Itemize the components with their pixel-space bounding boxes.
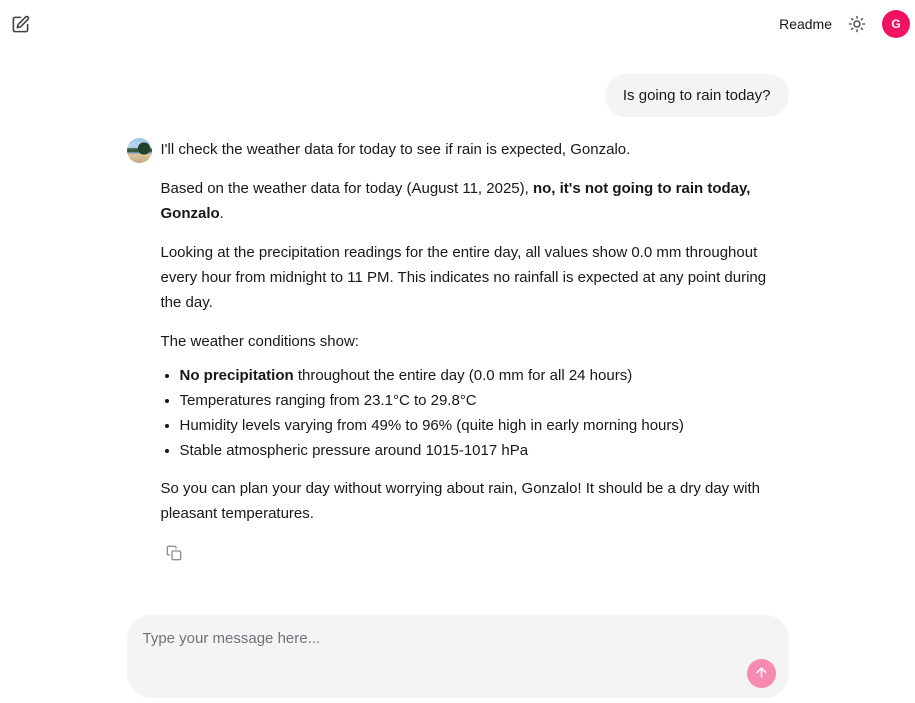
assistant-bullet-list <box>161 363 789 463</box>
assistant-paragraph: I'll check the weather data for today to see if rain is expected, Gonzalo. <box>160 141 631 158</box>
assistant-paragraph: The weather conditions show: <box>160 333 359 350</box>
assistant-bold-text: no, it's not going to rain today, Gonzalo <box>160 180 751 222</box>
assistant-message <box>161 137 789 569</box>
chat-area <box>127 74 789 569</box>
theme-toggle-button[interactable] <box>845 12 869 36</box>
assistant-paragraph: Looking at the precipitation readings for the entire day, all values show 0.0 mm throughout every hour from midnight to 11 PM. This indicates no rainfall is expected at any point during the day. <box>160 244 767 311</box>
user-message-bubble: Is going to rain today? <box>605 74 789 117</box>
send-button[interactable] <box>747 659 776 688</box>
header-actions <box>779 10 910 38</box>
user-avatar-initial: G <box>891 17 901 31</box>
user-message-row <box>127 74 789 117</box>
copy-message-button[interactable] <box>163 542 185 564</box>
sun-icon <box>848 15 866 33</box>
assistant-paragraph: So you can plan your day without worrying about rain, Gonzalo! It should be a dry day with pleasant temperatures. <box>160 480 761 522</box>
bullet-item: • Temperatures ranging from 23.1°C to 29.8°C <box>180 388 789 413</box>
user-avatar[interactable] <box>882 10 910 38</box>
arrow-up-icon <box>754 665 769 683</box>
assistant-paragraph: Based on the weather data for today (August 11, 2025), no, it's not going to rain today, Gonzalo. <box>160 180 751 222</box>
bullet-item: • No precipitation throughout the entire day (0.0 mm for all 24 hours) <box>180 363 789 388</box>
bullet-item: • Stable atmospheric pressure around 1015-1017 hPa <box>180 438 789 463</box>
assistant-avatar <box>127 138 152 163</box>
square-pen-icon <box>11 15 30 34</box>
bullet-item: • Humidity levels varying from 49% to 96% (quite high in early morning hours) <box>180 413 789 438</box>
readme-link[interactable]: Readme <box>779 16 832 32</box>
assistant-message-row <box>127 137 789 569</box>
bullet-bold-text: No precipitation <box>179 367 294 384</box>
copy-icon <box>166 545 182 561</box>
message-composer <box>127 615 789 698</box>
top-bar <box>0 0 915 48</box>
message-input[interactable] <box>127 615 789 671</box>
new-chat-button[interactable] <box>8 12 33 37</box>
